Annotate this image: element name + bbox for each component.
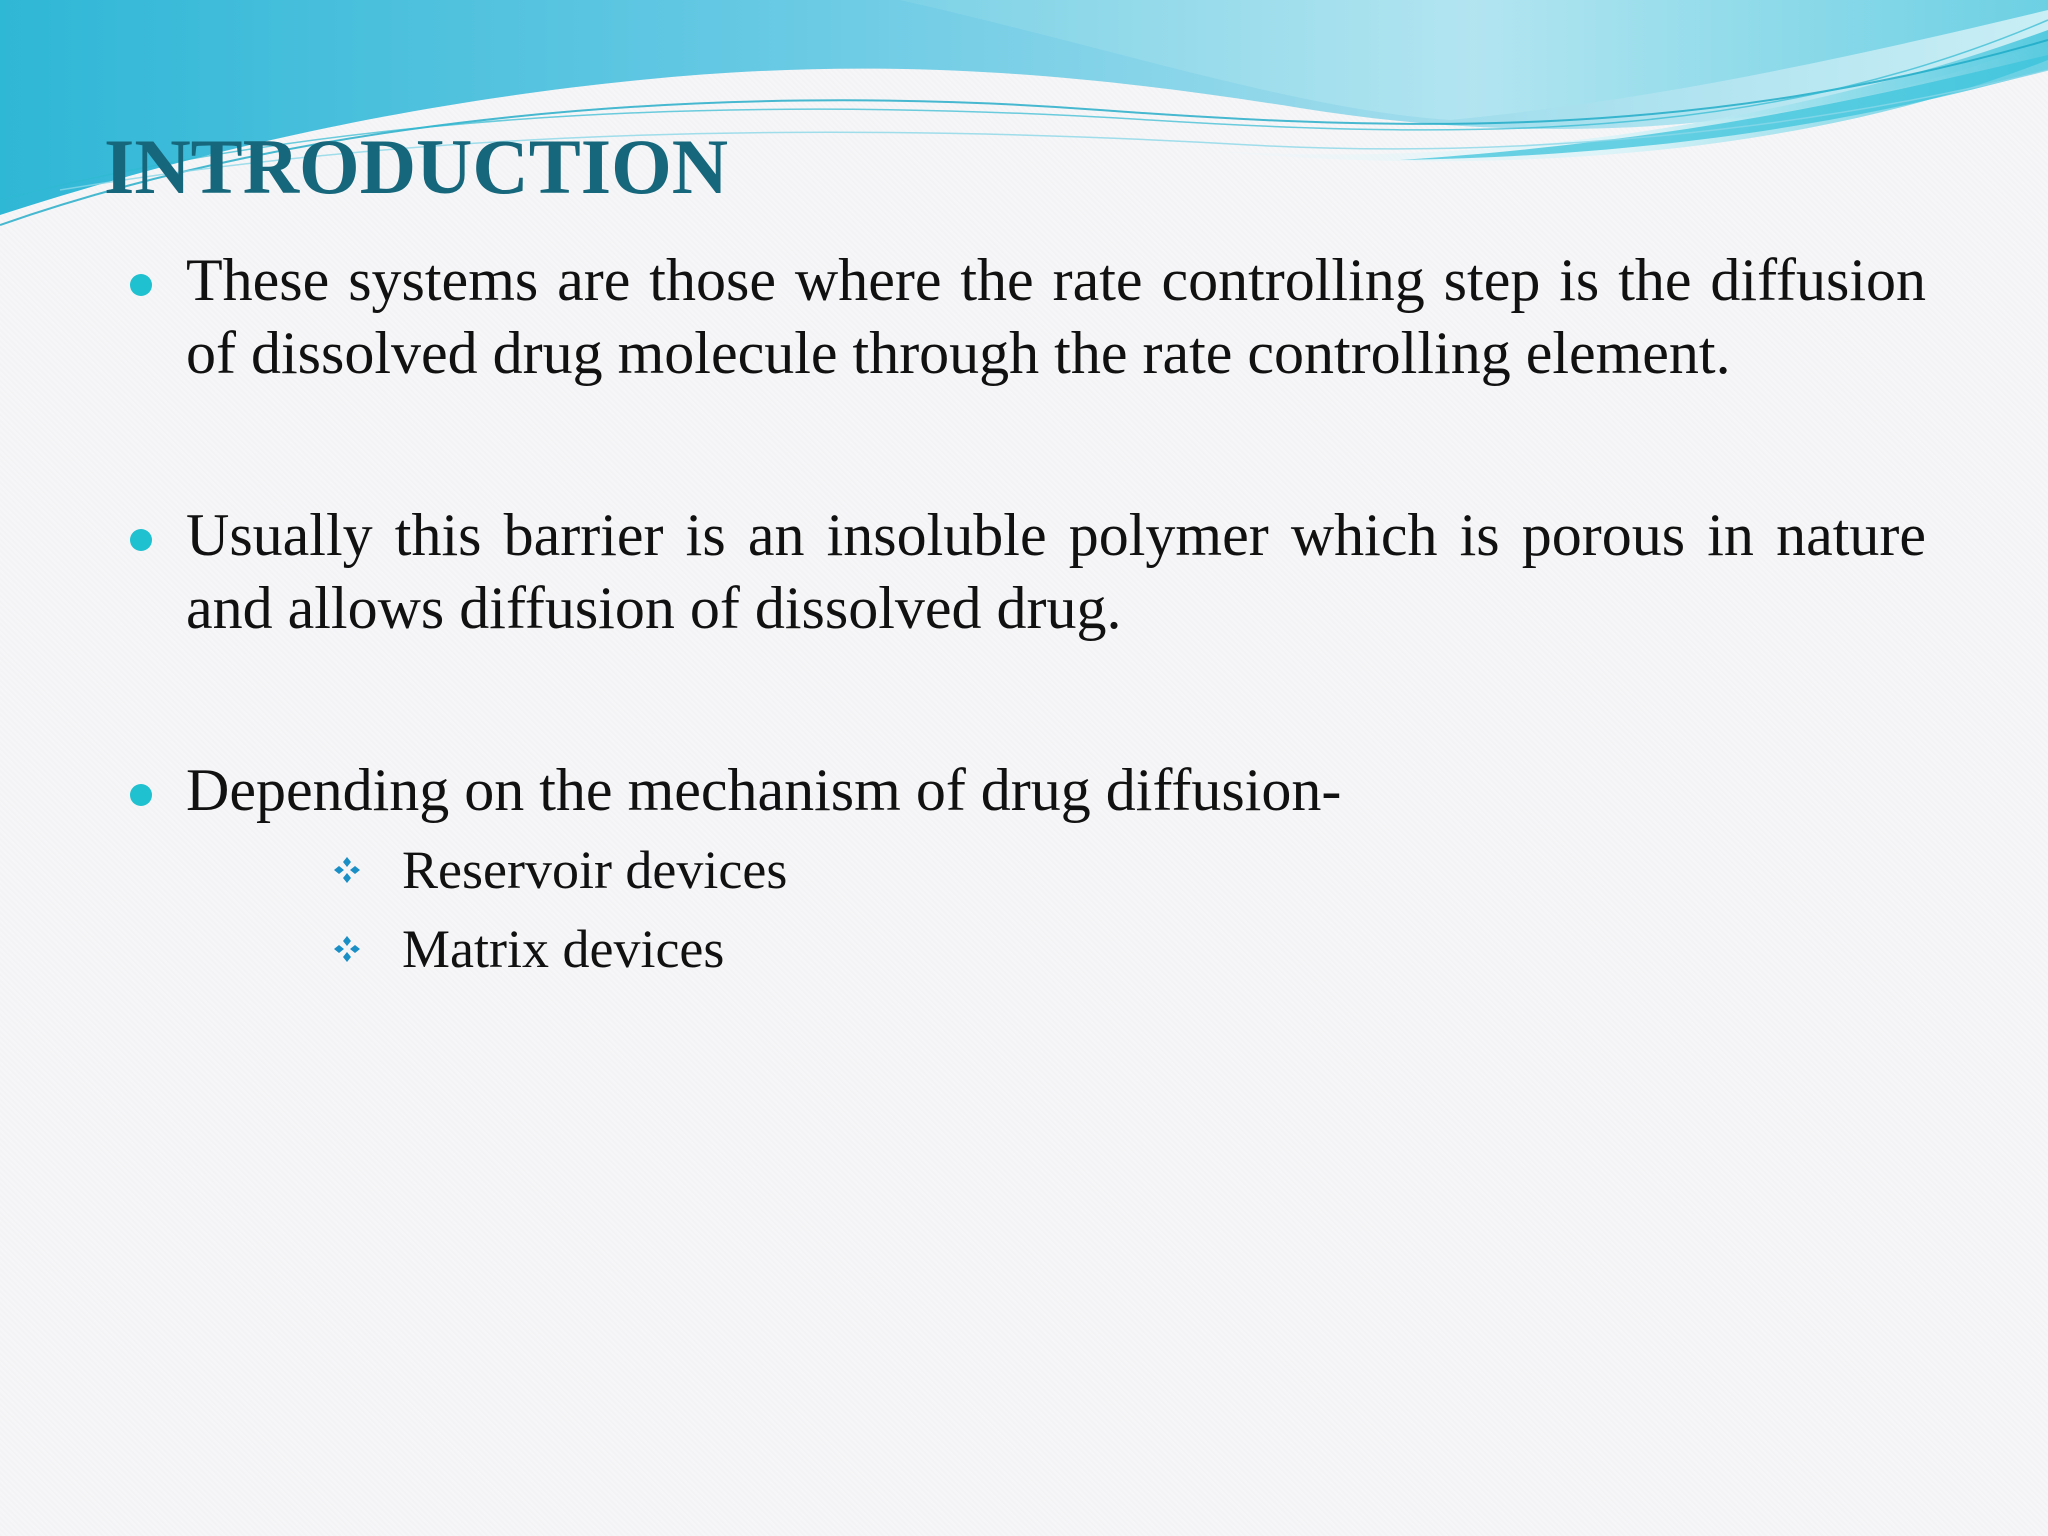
sub-bullet-item <box>332 910 1926 989</box>
slide-title: INTRODUCTION <box>104 123 729 210</box>
bullet-item <box>130 244 1926 390</box>
filled-circle-bullet-icon <box>130 274 152 296</box>
bullet-text: Depending on the mechanism of drug diffusion- <box>186 757 1342 823</box>
sub-bullet-text: Reservoir devices <box>402 840 788 900</box>
bullet-text: These systems are those where the rate controlling step is the diffusion of dissolved drug molecule through the rate controlling element. <box>186 247 1926 386</box>
bullet-list <box>130 244 1926 989</box>
four-diamond-bullet-icon <box>332 934 362 964</box>
sub-bullet-list <box>186 831 1926 989</box>
sub-bullet-item <box>332 831 1926 910</box>
bullet-text: Usually this barrier is an insoluble polymer which is porous in nature and allows diffusion of dissolved drug. <box>186 502 1926 641</box>
filled-circle-bullet-icon <box>130 784 152 806</box>
four-diamond-bullet-icon <box>332 855 362 885</box>
sub-bullet-text: Matrix devices <box>402 919 725 979</box>
bullet-item <box>130 499 1926 645</box>
filled-circle-bullet-icon <box>130 529 152 551</box>
bullet-item <box>130 754 1926 989</box>
